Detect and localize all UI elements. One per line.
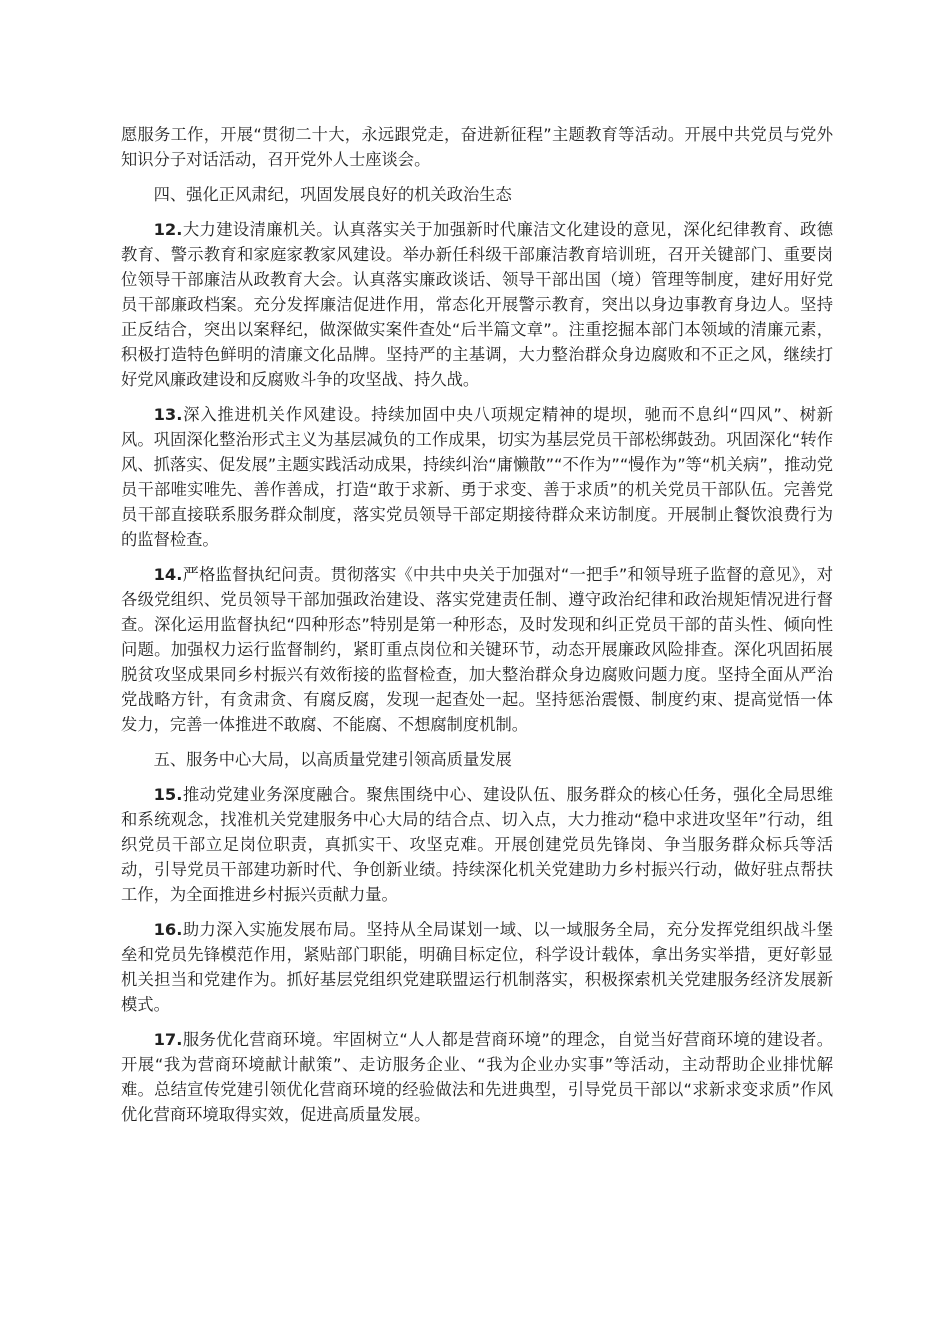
item-paragraph-17: [121, 1027, 833, 1127]
item-paragraph-15: [121, 782, 833, 907]
item-paragraph-12: [121, 217, 833, 392]
section-heading-4: 四、强化正风肃纪，巩固发展良好的机关政治生态: [153, 185, 512, 204]
item-number: 16.: [153, 920, 183, 939]
item-number: 13.: [153, 405, 183, 424]
item-paragraph-14: [121, 562, 833, 737]
item-paragraph-16: [121, 917, 833, 1017]
item-number: 17.: [153, 1030, 183, 1049]
item-text: 服务优化营商环境。牢固树立“人人都是营商环境”的理念，自觉当好营商环境的建设者。开展“我为营商环境献计献策”、走访服务企业、“我为企业办实事”等活动，主动帮助企业排忧解难。总结宣传党建引领优化营商环境的经验做法和先进典型，引导党员干部以“求新求变求质”作风优化营商环境取得实效，促进高质量发展。: [121, 1030, 833, 1124]
document-page: [121, 122, 833, 1137]
section-heading-5: 五、服务中心大局，以高质量党建引领高质量发展: [153, 750, 512, 769]
item-number: 14.: [153, 565, 183, 584]
item-number: 12.: [153, 220, 183, 239]
item-text: 严格监督执纪问责。贯彻落实《中共中央关于加强对“一把手”和领导班子监督的意见》，对各级党组织、党员领导干部加强政治建设、落实党建责任制、遵守政治纪律和政治规矩情况进行督查。深化运用监督执纪“四种形态”特别是第一种形态，及时发现和纠正党员干部的苗头性、倾向性问题。加强权力运行监督制约，紧盯重点岗位和关键环节，动态开展廉政风险排查。深化巩固拓展脱贫攻坚成果同乡村振兴有效衔接的监督检查，加大整治群众身边腐败问题力度。坚持全面从严治党战略方针，有贪肃贪、有腐反腐，发现一起查处一起。坚持惩治震慑、制度约束、提高觉悟一体发力，完善一体推进不敢腐、不能腐、不想腐制度机制。: [121, 565, 833, 734]
item-text: 深入推进机关作风建设。持续加固中央八项规定精神的堤坝，驰而不息纠“四风”、树新风。巩固深化整治形式主义为基层减负的工作成果，切实为基层党员干部松绑鼓劲。巩固深化“转作风、抓落实、促发展”主题实践活动成果，持续纠治“庸懒散”“不作为”“慢作为”等“机关病”，推动党员干部唯实唯先、善作善成，打造“敢于求新、勇于求变、善于求质”的机关党员干部队伍。完善党员干部直接联系服务群众制度，落实党员领导干部定期接待群众来访制度。开展制止餐饮浪费行为的监督检查。: [121, 405, 833, 549]
item-text: 助力深入实施发展布局。坚持从全局谋划一域、以一域服务全局，充分发挥党组织战斗堡垒和党员先锋模范作用，紧贴部门职能，明确目标定位，科学设计载体，拿出务实举措，更好彰显机关担当和党建作为。抓好基层党组织党建联盟运行机制落实，积极探索机关党建服务经济发展新模式。: [121, 920, 833, 1014]
item-text: 推动党建业务深度融合。聚焦围绕中心、建设队伍、服务群众的核心任务，强化全局思维和系统观念，找准机关党建服务中心大局的结合点、切入点，大力推动“稳中求进攻坚年”行动，组织党员干部立足岗位职责，真抓实干、攻坚克难。开展创建党员先锋岗、争当服务群众标兵等活动，引导党员干部建功新时代、争创新业绩。持续深化机关党建助力乡村振兴行动，做好驻点帮扶工作，为全面推进乡村振兴贡献力量。: [121, 785, 833, 904]
item-text: 大力建设清廉机关。认真落实关于加强新时代廉洁文化建设的意见，深化纪律教育、政德教育、警示教育和家庭家教家风建设。举办新任科级干部廉洁教育培训班，召开关键部门、重要岗位领导干部廉洁从政教育大会。认真落实廉政谈话、领导干部出国（境）管理等制度，建好用好党员干部廉政档案。充分发挥廉洁促进作用，常态化开展警示教育，突出以身边事教育身边人。坚持正反结合，突出以案释纪，做深做实案件查处“后半篇文章”。注重挖掘本部门本领域的清廉元素，积极打造特色鲜明的清廉文化品牌。坚持严的主基调，大力整治群众身边腐败和不正之风，继续打好党风廉政建设和反腐败斗争的攻坚战、持久战。: [121, 220, 833, 389]
item-paragraph-13: [121, 402, 833, 552]
intro-paragraph: 愿服务工作，开展“贯彻二十大，永远跟党走，奋进新征程”主题教育等活动。开展中共党员与党外知识分子对话活动，召开党外人士座谈会。: [121, 125, 833, 169]
item-number: 15.: [153, 785, 183, 804]
